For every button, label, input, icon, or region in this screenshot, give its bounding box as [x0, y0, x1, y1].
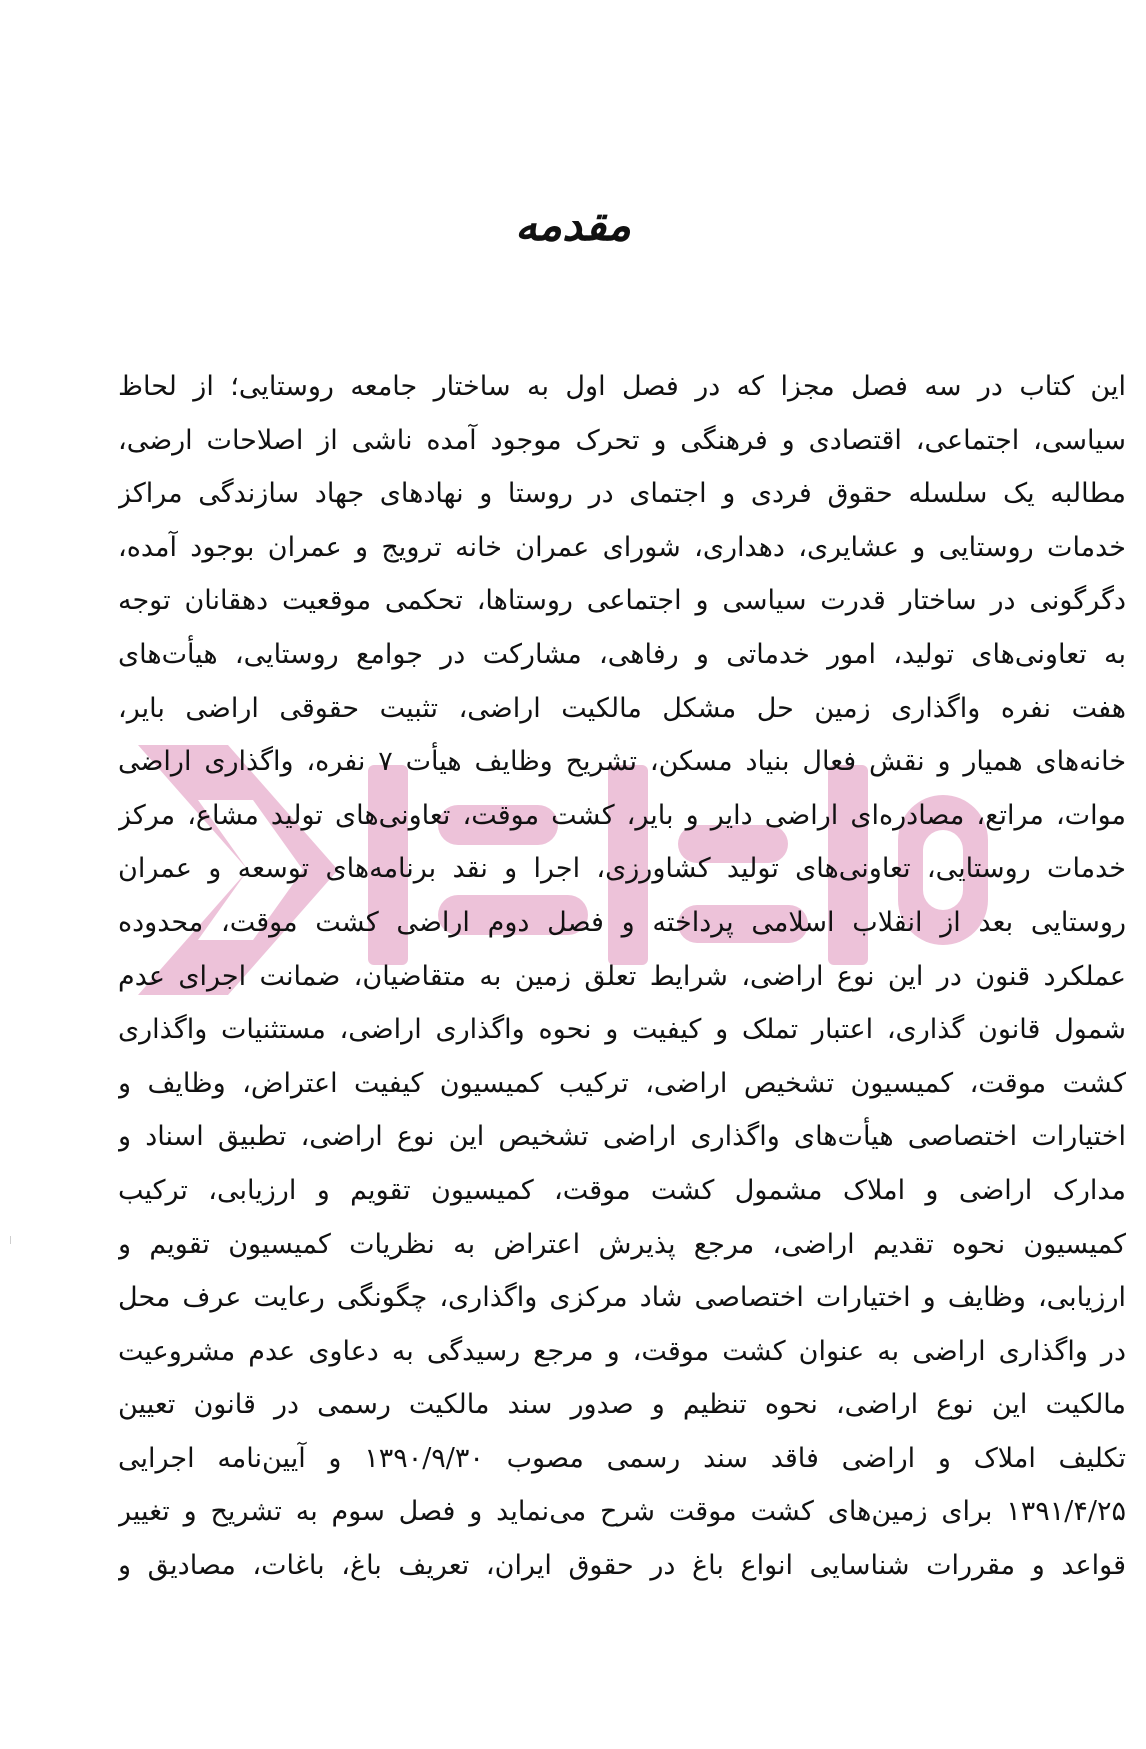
paragraph-line: در واگذاری اراضی به عنوان کشت موقت، و مرجع رسیدگی به دعاوی عدم مشروعیت	[118, 1335, 1126, 1367]
paragraph-line: این کتاب در سه فصل مجزا که در فصل اول به ساختار جامعه روستایی؛ از لحاظ	[118, 371, 1126, 402]
chapter-heading: مقدمه	[514, 200, 632, 251]
paragraph-line: اختیارات اختصاصی هیأت‌های واگذاری اراضی تشخیص این نوع اراضی، تطبیق اسناد و	[118, 1121, 1126, 1153]
paragraph-line: کمیسیون نحوه تقدیم اراضی، مرجع پذیرش اعتراض به نظریات کمیسیون تقویم و	[118, 1228, 1126, 1260]
paragraph-line: عملکرد قنون در این نوع اراضی، شرایط تعلق زمین به متقاضیان، ضمانت اجرای عدم	[118, 960, 1126, 992]
paragraph-line: خدمات روستایی، تعاونی‌های تولید کشاورزی، اجرا و نقد برنامه‌های توسعه و عمران	[118, 853, 1126, 885]
paragraph-line: هفت نفره واگذاری زمین حل مشکل مالکیت اراضی، تثبیت حقوقی اراضی بایر،	[118, 692, 1126, 724]
paragraph-line: خدمات روستایی و عشایری، دهداری، شورای عمران خانه ترویج و عمران بوجود آمده،	[118, 531, 1126, 563]
paragraph-line: دگرگونی در ساختار قدرت سیاسی و اجتماعی روستاها، تحکمی موقعیت دهقانان توجه	[118, 585, 1126, 617]
paragraph-line: به تعاونی‌های تولید، امور خدماتی و رفاهی، مشارکت در جوامع روستایی، هیأت‌های	[118, 638, 1126, 670]
paragraph-line: ۱۳۹۱/۴/۲۵ برای زمین‌های کشت موقت شرح می‌نماید و فصل سوم به تشریح و تغییر	[118, 1496, 1126, 1528]
introduction-paragraph	[118, 360, 1126, 1593]
paragraph-line: تکلیف املاک و اراضی فاقد سند رسمی مصوب ۱۳۹۰/۹/۳۰ و آیین‌نامه اجرایی	[118, 1442, 1126, 1474]
paragraph-line: شمول قانون گذاری، اعتبار تملک و کیفیت و نحوه واگذاری اراضی، مستثنیات واگذاری	[118, 1014, 1126, 1046]
paragraph-line: روستایی بعد از انقلاب اسلامی پرداخته و فصل دوم اراضی کشت موقت، محدوده	[118, 906, 1126, 938]
paragraph-line: کشت موقت، کمیسیون تشخیص اراضی، ترکیب کمیسیون کیفیت اعتراض، وظایف و	[118, 1067, 1126, 1099]
paragraph-line: قواعد و مقررات شناسایی انواع باغ در حقوق ایران، تعریف باغ، باغات، مصادیق و	[118, 1550, 1126, 1582]
paragraph-line: خانه‌های همیار و نقش فعال بنیاد مسکن، تشریح وظایف هیأت ۷ نفره، واگذاری اراضی	[118, 746, 1126, 778]
paragraph-line: مدارک اراضی و املاک مشمول کشت موقت، کمیسیون تقویم و ارزیابی، ترکیب	[118, 1174, 1126, 1206]
paragraph-line: مالکیت این نوع اراضی، نحوه تنظیم و صدور سند مالکیت رسمی در قانون تعیین	[118, 1389, 1126, 1421]
paragraph-line: موات، مراتع، مصادره‌ای اراضی دایر و بایر، کشت موقت، تعاونی‌های تولید مشاع، مرکز	[118, 799, 1126, 831]
paragraph-line: ارزیابی، وظایف و اختیارات اختصاصی شاد مرکزی واگذاری، چگونگی رعایت عرف محل	[118, 1282, 1126, 1314]
paragraph-line: مطالبه یک سلسله حقوق فردی و اجتمای در روستا و نهادهای جهاد سازندگی مراکز	[118, 478, 1126, 510]
paragraph-line: سیاسی، اجتماعی، اقتصادی و فرهنگی و تحرک موجود آمده ناشی از اصلاحات ارضی،	[118, 424, 1126, 456]
scan-edge-mark	[10, 1236, 11, 1244]
